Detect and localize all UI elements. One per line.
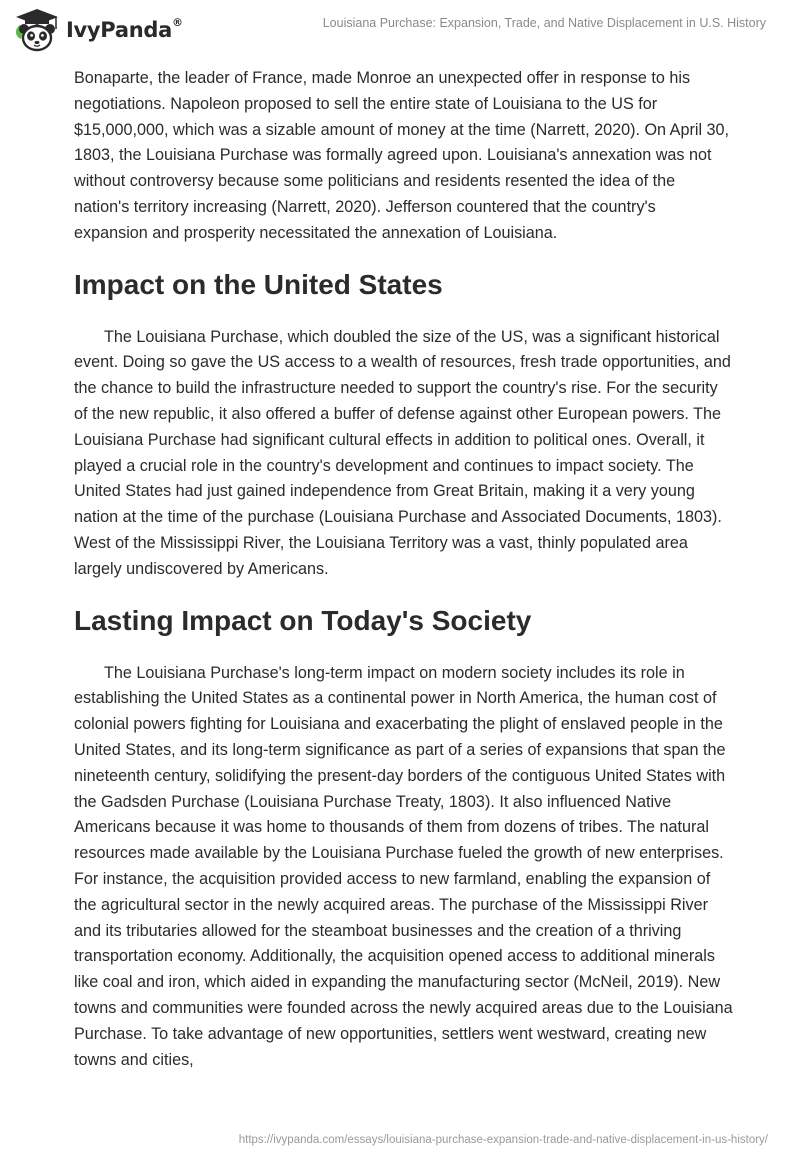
page-header: [0, 0, 800, 60]
ivypanda-logo[interactable]: [12, 8, 183, 52]
section-heading-impact: Impact on the United States: [74, 268, 443, 300]
essay-content: [74, 66, 734, 1073]
section-paragraph-impact: The Louisiana Purchase, which doubled the size of the US, was a significant historical event. Doing so gave the US access to a wealth of resources, fresh trade opportunities, and the chance to build the infrastructure needed to support the country's rise. For the security of the new republic, it also offered a buffer of defense against other European powers. The Louisiana Purchase had significant cultural effects in addition to political ones. Overall, it played a crucial role in the country's development and continues to impact society. The United States had just gained independence from Great Britain, making it a very young nation at the time of the purchase (Louisiana Purchase and Associated Documents, 1803). West of the Mississippi River, the Louisiana Territory was a vast, thinly populated area largely undiscovered by Americans.: [74, 327, 731, 578]
brand-name: IvyPanda®: [66, 16, 183, 42]
section-paragraph-lasting-impact: The Louisiana Purchase's long-term impact on modern society includes its role in establishing the United States as a continental power in North America, the human cost of colonial powers fighting for Louisiana and exacerbating the plight of enslaved people in the United States, and its long-term significance as part of a series of expansions that span the nineteenth century, solidifying the present-day borders of the contiguous United States with the Gadsden Purchase (Louisiana Purchase Treaty, 1803). It also influenced Native Americans because it was home to thousands of them from dozens of tribes. The natural resources made available by the Louisiana Purchase fueled the growth of new enterprises. For instance, the acquisition provided access to new farmland, enabling the expansion of the agricultural sector in the newly acquired areas. The purchase of the Mississippi River and its tributaries allowed for the steamboat businesses and the creation of a thriving transportation economy. Additionally, the acquisition opened access to additional minerals like coal and iron, which aided in expanding the manufacturing sector (McNeil, 2019). New towns and communities were founded across the newly acquired areas due to the Louisiana Purchase. To take advantage of new opportunities, settlers went westward, creating new towns and cities,: [74, 663, 733, 1069]
source-url-link[interactable]: https://ivypanda.com/essays/louisiana-purchase-expansion-trade-and-native-displacement-in-us-history/: [238, 1134, 768, 1146]
panda-graduate-icon: [12, 7, 62, 53]
intro-paragraph: Bonaparte, the leader of France, made Monroe an unexpected offer in response to his negotiations. Napoleon proposed to sell the entire state of Louisiana to the US for $15,000,000, which was a sizable amount of money at the time (Narrett, 2020). On April 30, 1803, the Louisiana Purchase was formally agreed upon. Louisiana's annexation was not without controversy because some politicians and residents resented the idea of the nation's territory increasing (Narrett, 2020). Jefferson countered that the country's expansion and prosperity necessitated the annexation of Louisiana.: [74, 69, 730, 242]
document-title: Louisiana Purchase: Expansion, Trade, and Native Displacement in U.S. History: [322, 16, 766, 30]
section-heading-lasting-impact: Lasting Impact on Today's Society: [74, 604, 532, 636]
